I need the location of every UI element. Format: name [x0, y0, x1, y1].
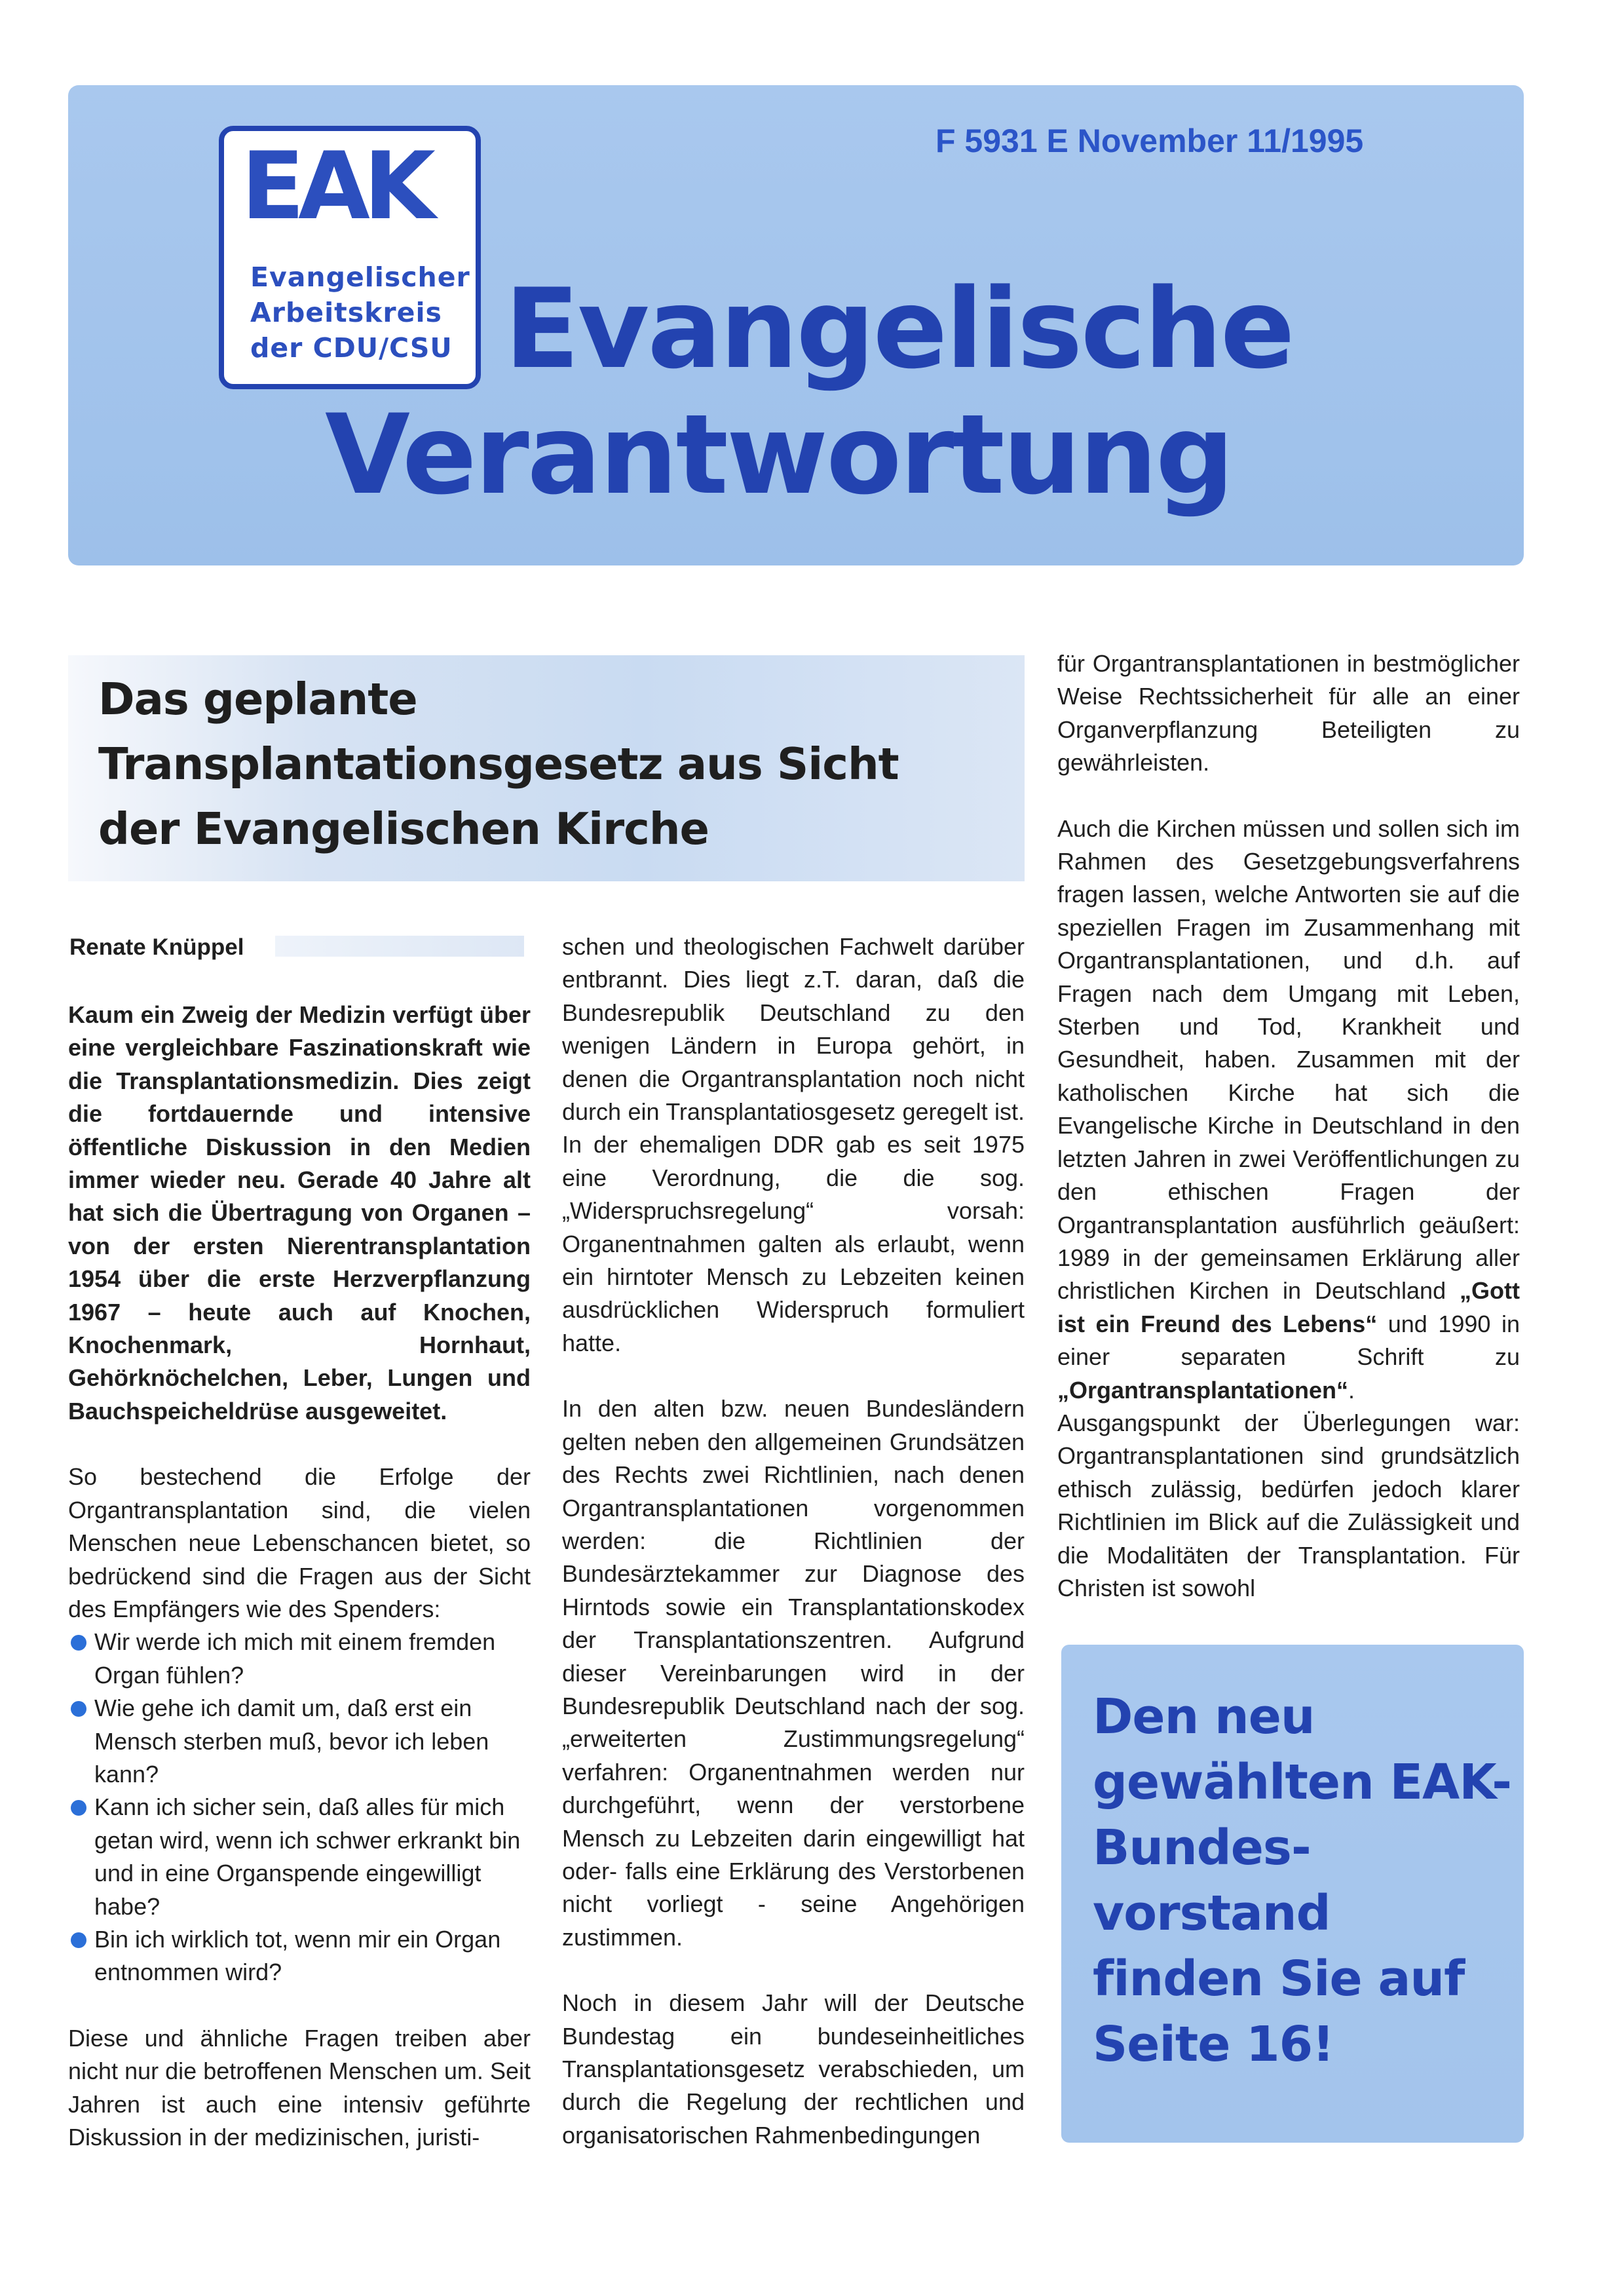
article-paragraph: Diese und ähnliche Fragen treiben aber nicht nur die betroffenen Menschen um. Seit Jahren ist auch eine intensiv geführte Diskussion in der medizinischen, juristi-: [68, 2024, 531, 2151]
bullet-icon: [71, 1701, 86, 1717]
promo-text: Den neu gewählten EAK-Bundes-vorstand finden Sie auf Seite 16!: [1093, 1689, 1511, 2073]
article-paragraph: für Organtransplantationen in bestmöglicher Weise Rechtssicherheit für alle an einer Organverpflanzung Beteiligten zu gewährleisten.: [1057, 650, 1520, 776]
bullet-icon: [71, 1800, 86, 1816]
paragraph-text: . Ausgangspunkt der Überlegungen war: Organtransplantationen sind grundsätzlich ethisch zulässig, bedürfen jedoch klarer Richtlinien im Blick auf die Zulässigkeit und die Modalitäten der Transplantation. Für Christen ist sowohl: [1057, 1376, 1520, 1601]
eak-logo: [219, 126, 481, 389]
article-column-1: [68, 999, 531, 2154]
logo-text: [250, 259, 473, 366]
article-author: Renate Knüppel: [69, 934, 244, 960]
bullet-icon: [71, 1635, 86, 1651]
headline-line: der Evangelischen Kirche: [98, 803, 709, 854]
bullet-icon: [71, 1932, 86, 1948]
author-bar: [275, 936, 524, 957]
question-list: [68, 1626, 531, 1989]
promo-box: [1061, 1645, 1524, 2143]
publication-title-line1: Evangelische: [504, 265, 1293, 393]
article-paragraph: schen und theologischen Fachwelt darüber entbrannt. Dies liegt z.T. daran, daß die Bundesrepublik Deutschland zu den wenigen Ländern in Europa gehört, in denen die Organtransplantation noch nicht durch ein Transplantatiosgesetz geregelt ist. In der ehemaligen DDR gab es seit 1975 eine Verordnung, die die sog. „Widerspruchsregelung“ vorsah: Organentnahmen galten als erlaubt, wenn ein hirntoter Mensch zu Lebzeiten keinen ausdrücklichen Widerspruch formuliert hatte.: [562, 933, 1025, 1356]
publication-title-line2: Verantwortung: [325, 391, 1233, 519]
article-paragraph: Noch in diesem Jahr will der Deutsche Bundestag ein bundeseinheitliches Transplantationsgesetz verabschieden, um durch die Regelung der rechtlichen und organisatorischen Rahmenbedingungen: [562, 1989, 1025, 2149]
paragraph-text: und 1990 in einer separaten Schrift zu: [1057, 1310, 1520, 1371]
article-column-2: [562, 930, 1025, 2152]
logo-text-line: der CDU/CSU: [250, 332, 453, 364]
list-item-text: Wir werde ich mich mit einem fremden Organ fühlen?: [94, 1628, 496, 1689]
list-item: [68, 1791, 531, 1923]
headline-line: Das geplante: [98, 674, 417, 725]
headline-line: Transplantationsgesetz aus Sicht: [98, 738, 899, 790]
article-paragraph: In den alten bzw. neuen Bundesländern gelten neben den allgemeinen Grundsätzen des Rechts zwei Richtlinien, nach denen Organtransplantationen vorgenommen werden: die Richtlinien der Bundesärztekammer zur Diagnose des Hirntods sowie ein Transplantationskodex der Transplantationszentren. Aufgrund dieser Vereinbarungen wird in der Bundesrepublik Deutschland nach der sog. „erweiterten Zustimmungsregelung“ verfahren: Organentnahmen werden nur durchgeführt, wenn der verstorbene Mensch zu Lebzeiten darin eingewilligt hat oder- falls eine Erklärung des Verstorbenen nicht vorliegt - seine Angehörigen zustimmen.: [562, 1395, 1025, 1951]
publication-title-bold: „Organtransplantationen“: [1057, 1376, 1349, 1404]
logo-text-line: Arbeitskreis: [250, 297, 442, 328]
logo-mark: EAK: [241, 132, 429, 240]
article-paragraph: So bestechend die Erfolge der Organtransplantation sind, die vielen Menschen neue Lebenschancen bietet, so bedrückend sind die Fragen aus der Sicht des Empfängers wie des Spenders:: [68, 1463, 531, 1622]
logo-text-line: Evangelischer: [250, 261, 470, 293]
list-item-text: Bin ich wirklich tot, wenn mir ein Organ entnommen wird?: [94, 1925, 501, 1986]
list-item: [68, 1626, 531, 1692]
article-column-3: [1057, 647, 1520, 1605]
article-lead: Kaum ein Zweig der Medizin verfügt über eine vergleichbare Faszinationskraft wie die Transplantationsmedizin. Dies zeigt die fortdauernde und intensive öffentliche Diskussion in den Medien immer wieder neu. Gerade 40 Jahre alt hat sich die Übertragung von Organen – von der ersten Nierentransplantation 1954 über die erste Herzverpflanzung 1967 – heute auch auf Knochen, Knochenmark, Hornhaut, Gehörknöchelchen, Leber, Lungen und Bauchspeicheldrüse ausgeweitet.: [68, 1001, 531, 1425]
article-headline: [98, 667, 1029, 862]
list-item-text: Wie gehe ich damit um, daß erst ein Mensch sterben muß, bevor ich leben kann?: [94, 1694, 489, 1788]
list-item-text: Kann ich sicher sein, daß alles für mich getan wird, wenn ich schwer erkrankt bin und in eine Organspende eingewilligt habe?: [94, 1793, 521, 1920]
issue-line: F 5931 E November 11/1995: [935, 123, 1364, 159]
list-item: [68, 1692, 531, 1791]
article-paragraph: [1057, 813, 1520, 1605]
publication-title-bold: „Gott ist ein Freund des Lebens“: [1057, 1277, 1520, 1337]
list-item: [68, 1923, 531, 1989]
paragraph-text: Auch die Kirchen müssen und sollen sich im Rahmen des Gesetzgebungsverfahrens fragen lassen, welche Antworten sie auf die speziellen Fragen im Zusammenhang mit Organtransplantationen, und d.h. auf Fragen nach dem Umgang mit Leben, Sterben und Tod, Krankheit und Gesundheit, haben. Zusammen mit der katholischen Kirche hat sich die Evangelische Kirche in Deutschland in den letzten Jahren in zwei Veröffentlichungen zu den ethischen Fragen der Organtransplantation ausführlich geäußert: 1989 in der gemeinsamen Erklärung aller christlichen Kirchen in Deutschland: [1057, 814, 1520, 1305]
